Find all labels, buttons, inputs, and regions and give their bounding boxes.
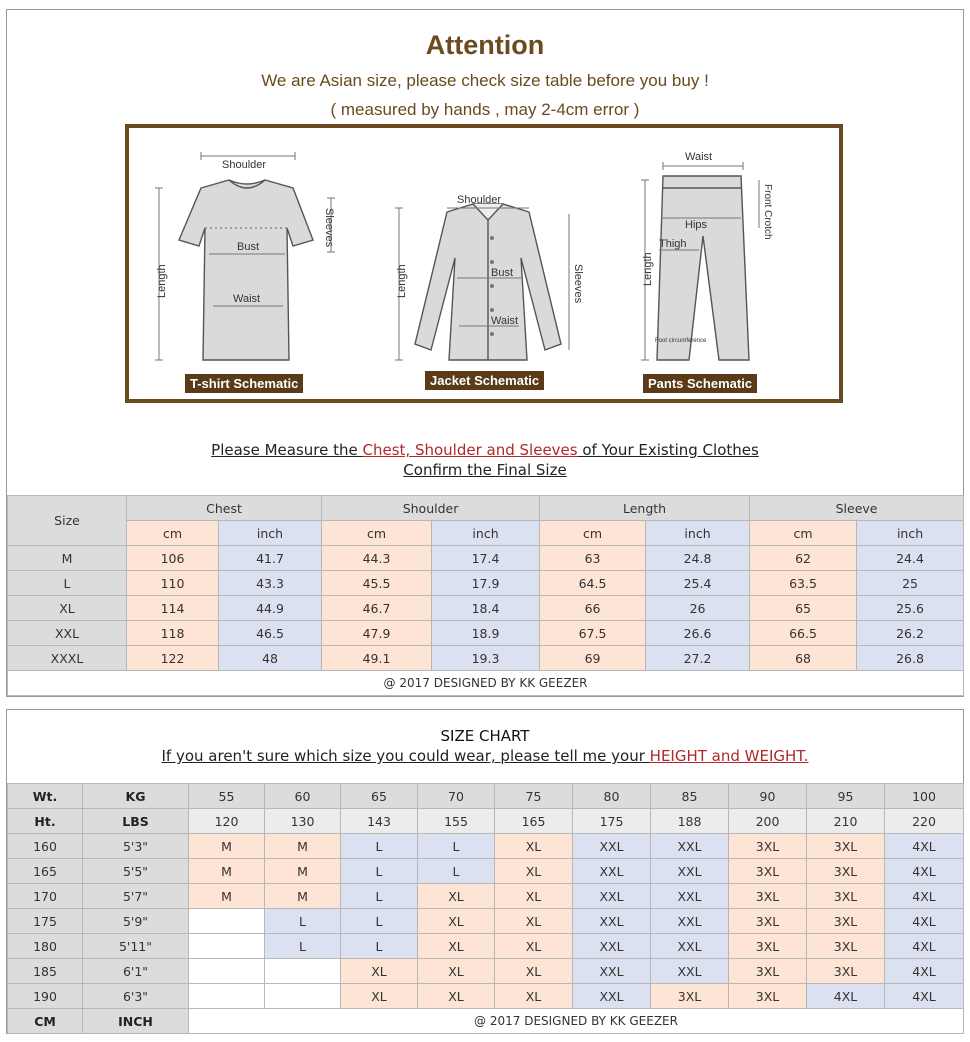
- size-cell: XL: [418, 984, 495, 1009]
- size-cell: [189, 984, 265, 1009]
- table-cell: 44.3: [322, 546, 432, 571]
- table-cell: 114: [127, 596, 219, 621]
- size-cell: 4XL: [885, 984, 964, 1009]
- table-cell: 25.4: [646, 571, 750, 596]
- unit-header-cell: inch: [219, 521, 322, 546]
- pants-waist-label: Waist: [685, 151, 713, 163]
- size-cell: L: [418, 834, 495, 859]
- table-cell: 49.1: [322, 646, 432, 671]
- size-cell: 3XL: [807, 859, 885, 884]
- table-row: [8, 884, 964, 909]
- group-header-cell: Length: [540, 496, 750, 521]
- size-chart-subtitle-suffix: .: [803, 747, 809, 765]
- table-cell: 110: [127, 571, 219, 596]
- size-cell: [189, 909, 265, 934]
- size-chart-panel: [6, 709, 964, 1034]
- size-cell: 3XL: [729, 834, 807, 859]
- table-cell: 43.3: [219, 571, 322, 596]
- table-row: [8, 984, 964, 1009]
- size-label-cell: XXXL: [8, 646, 127, 671]
- size-cell: XL: [341, 959, 418, 984]
- size-cell: XXL: [573, 959, 651, 984]
- size-cell: 3XL: [651, 984, 729, 1009]
- size-cell: 4XL: [885, 834, 964, 859]
- height-cm-cell: 170: [8, 884, 83, 909]
- table-cell: 63: [540, 546, 646, 571]
- height-ft-cell: 5'7": [83, 884, 189, 909]
- height-cm-cell: 180: [8, 934, 83, 959]
- table-cell: 26.2: [857, 621, 964, 646]
- size-cell: XXL: [573, 834, 651, 859]
- size-cell: L: [341, 834, 418, 859]
- pants-hips-label: Hips: [685, 219, 708, 231]
- size-chart-subtitle-highlight: HEIGHT and WEIGHT: [649, 747, 804, 765]
- kg-label-cell: KG: [83, 784, 189, 809]
- schematic-box: [125, 124, 843, 403]
- kg-value-cell: 90: [729, 784, 807, 809]
- size-cell: XL: [418, 934, 495, 959]
- size-cell: 3XL: [729, 984, 807, 1009]
- attention-title: Attention: [425, 30, 545, 60]
- size-cell: [265, 959, 341, 984]
- size-cell: XXL: [651, 959, 729, 984]
- lbs-value-cell: 200: [729, 809, 807, 834]
- table-row: [8, 621, 964, 646]
- size-cell: [189, 934, 265, 959]
- size-label-cell: L: [8, 571, 127, 596]
- unit-header-cell: cm: [540, 521, 646, 546]
- kg-value-cell: 75: [495, 784, 573, 809]
- size-cell: XL: [495, 859, 573, 884]
- size-label-cell: M: [8, 546, 127, 571]
- group-header-cell: Shoulder: [322, 496, 540, 521]
- table-cell: 26.8: [857, 646, 964, 671]
- measure-prefix: Please Measure the: [211, 441, 363, 459]
- unit-header-cell: cm: [322, 521, 432, 546]
- table-cell: 17.9: [432, 571, 540, 596]
- height-cm-cell: 165: [8, 859, 83, 884]
- height-cm-cell: 160: [8, 834, 83, 859]
- size-cell: 3XL: [807, 834, 885, 859]
- table-cell: 25: [857, 571, 964, 596]
- size-cell: 3XL: [729, 909, 807, 934]
- chart-lbs-row: [8, 809, 964, 834]
- size-cell: 3XL: [807, 884, 885, 909]
- tshirt-bust-label: Bust: [237, 241, 260, 253]
- attention-note: ( measured by hands , may 2-4cm error ): [330, 100, 640, 119]
- measure-instruction-line2: [7, 461, 963, 479]
- jacket-schematic-label: Jacket Schematic: [425, 371, 544, 390]
- lbs-value-cell: 120: [189, 809, 265, 834]
- group-header-cell: Sleeve: [750, 496, 964, 521]
- size-cell: XXL: [573, 909, 651, 934]
- table-cell: 18.4: [432, 596, 540, 621]
- measure-suffix: of Your Existing Clothes: [577, 441, 759, 459]
- height-ft-cell: 5'11": [83, 934, 189, 959]
- size-cell: 4XL: [807, 984, 885, 1009]
- size-cell: XXL: [651, 859, 729, 884]
- size-cell: XL: [495, 959, 573, 984]
- size-cell: M: [265, 859, 341, 884]
- height-cm-cell: 175: [8, 909, 83, 934]
- pants-foot-label: Foot circumference: [655, 338, 707, 344]
- lbs-value-cell: 165: [495, 809, 573, 834]
- table-row: [8, 959, 964, 984]
- unit-header-cell: cm: [750, 521, 857, 546]
- size-cell: XL: [418, 959, 495, 984]
- table-cell: 67.5: [540, 621, 646, 646]
- size-cell: XL: [341, 984, 418, 1009]
- size-label-cell: XL: [8, 596, 127, 621]
- cm-label-cell: CM: [8, 1009, 83, 1034]
- jacket-bust-label: Bust: [491, 267, 514, 279]
- kg-value-cell: 85: [651, 784, 729, 809]
- ht-label-cell: Ht.: [8, 809, 83, 834]
- height-ft-cell: 5'3": [83, 834, 189, 859]
- size-cell: XXL: [651, 834, 729, 859]
- size-table-group-row: [8, 496, 964, 521]
- size-cell: L: [341, 934, 418, 959]
- height-ft-cell: 5'5": [83, 859, 189, 884]
- size-cell: 4XL: [885, 884, 964, 909]
- tshirt-illustration: [179, 180, 313, 360]
- table-cell: 68: [750, 646, 857, 671]
- unit-header-cell: inch: [432, 521, 540, 546]
- lbs-value-cell: 210: [807, 809, 885, 834]
- measure-highlight: Chest, Shoulder and Sleeves: [362, 441, 578, 459]
- size-chart-footer: @ 2017 DESIGNED BY KK GEEZER: [189, 1009, 964, 1034]
- size-cell: 3XL: [807, 909, 885, 934]
- wt-label-cell: Wt.: [8, 784, 83, 809]
- size-cell: XXL: [651, 934, 729, 959]
- jacket-illustration: [415, 204, 561, 360]
- size-header-cell: Size: [8, 496, 127, 546]
- size-cell: M: [189, 859, 265, 884]
- table-row: [8, 934, 964, 959]
- size-chart-subtitle-prefix: If you aren't sure which size you could wear, please tell me your: [161, 747, 650, 765]
- height-ft-cell: 6'3": [83, 984, 189, 1009]
- size-chart-subtitle: [7, 747, 963, 765]
- size-table-unit-row: [8, 521, 964, 546]
- kg-value-cell: 70: [418, 784, 495, 809]
- table-cell: 41.7: [219, 546, 322, 571]
- size-cell: [189, 959, 265, 984]
- size-cell: 3XL: [807, 934, 885, 959]
- table-cell: 66: [540, 596, 646, 621]
- table-row: [8, 571, 964, 596]
- table-cell: 25.6: [857, 596, 964, 621]
- size-cell: XL: [418, 884, 495, 909]
- size-table-footer-row: [8, 671, 964, 696]
- tshirt-length-label: Length: [156, 264, 168, 298]
- kg-value-cell: 100: [885, 784, 964, 809]
- table-cell: 65: [750, 596, 857, 621]
- table-cell: 24.8: [646, 546, 750, 571]
- size-cell: 3XL: [729, 859, 807, 884]
- height-ft-cell: 5'9": [83, 909, 189, 934]
- confirm-final-size: Confirm the Final Size: [403, 461, 567, 479]
- unit-header-cell: inch: [857, 521, 964, 546]
- table-cell: 46.5: [219, 621, 322, 646]
- table-cell: 45.5: [322, 571, 432, 596]
- pants-schematic-label: Pants Schematic: [643, 374, 757, 393]
- table-cell: 47.9: [322, 621, 432, 646]
- table-cell: 26.6: [646, 621, 750, 646]
- table-row: [8, 834, 964, 859]
- group-header-cell: Chest: [127, 496, 322, 521]
- kg-value-cell: 60: [265, 784, 341, 809]
- size-cell: XL: [495, 884, 573, 909]
- table-row: [8, 909, 964, 934]
- table-cell: 122: [127, 646, 219, 671]
- table-row: [8, 859, 964, 884]
- size-cell: 3XL: [807, 959, 885, 984]
- size-cell: [265, 984, 341, 1009]
- size-cell: 4XL: [885, 909, 964, 934]
- lbs-value-cell: 143: [341, 809, 418, 834]
- height-cm-cell: 190: [8, 984, 83, 1009]
- table-cell: 118: [127, 621, 219, 646]
- pants-front-crotch-label: Front Crotch: [762, 184, 773, 240]
- tshirt-shoulder-label: Shoulder: [222, 159, 267, 171]
- height-weight-size-chart: [7, 783, 964, 1034]
- lbs-value-cell: 175: [573, 809, 651, 834]
- table-cell: 66.5: [750, 621, 857, 646]
- unit-header-cell: inch: [646, 521, 750, 546]
- size-cell: M: [189, 834, 265, 859]
- kg-value-cell: 55: [189, 784, 265, 809]
- lbs-value-cell: 155: [418, 809, 495, 834]
- tshirt-waist-label: Waist: [233, 293, 261, 305]
- table-cell: 18.9: [432, 621, 540, 646]
- table-cell: 69: [540, 646, 646, 671]
- schematic-illustrations: [129, 128, 839, 399]
- size-cell: M: [189, 884, 265, 909]
- kg-value-cell: 80: [573, 784, 651, 809]
- size-cell: XXL: [651, 909, 729, 934]
- table-cell: 64.5: [540, 571, 646, 596]
- jacket-shoulder-label: Shoulder: [457, 194, 502, 206]
- kg-value-cell: 95: [807, 784, 885, 809]
- table-cell: 19.3: [432, 646, 540, 671]
- table-cell: 106: [127, 546, 219, 571]
- size-cell: L: [265, 909, 341, 934]
- size-info-panel: [6, 9, 964, 697]
- jacket-sleeves-label: Sleeves: [572, 264, 584, 304]
- size-cell: XXL: [573, 984, 651, 1009]
- size-cell: 4XL: [885, 959, 964, 984]
- size-table-footer: @ 2017 DESIGNED BY KK GEEZER: [8, 671, 964, 696]
- size-cell: XL: [418, 909, 495, 934]
- table-cell: 17.4: [432, 546, 540, 571]
- table-cell: 26: [646, 596, 750, 621]
- size-label-cell: XXL: [8, 621, 127, 646]
- table-cell: 46.7: [322, 596, 432, 621]
- size-cell: XXL: [573, 859, 651, 884]
- size-cell: XXL: [651, 884, 729, 909]
- table-cell: 44.9: [219, 596, 322, 621]
- size-cell: M: [265, 884, 341, 909]
- size-cell: 3XL: [729, 959, 807, 984]
- lbs-value-cell: 188: [651, 809, 729, 834]
- jacket-waist-label: Waist: [491, 315, 519, 327]
- pants-length-label: Length: [642, 252, 654, 286]
- height-ft-cell: 6'1": [83, 959, 189, 984]
- tshirt-sleeves-label: Sleeves: [323, 208, 335, 248]
- chart-footer-row: [8, 1009, 964, 1034]
- inch-label-cell: INCH: [83, 1009, 189, 1034]
- table-cell: 27.2: [646, 646, 750, 671]
- table-row: [8, 546, 964, 571]
- kg-value-cell: 65: [341, 784, 418, 809]
- chart-weight-row: [8, 784, 964, 809]
- size-cell: XL: [495, 909, 573, 934]
- size-cell: L: [341, 859, 418, 884]
- size-cell: XXL: [573, 934, 651, 959]
- lbs-value-cell: 220: [885, 809, 964, 834]
- table-cell: 62: [750, 546, 857, 571]
- tshirt-schematic-label: T-shirt Schematic: [185, 374, 303, 393]
- size-cell: XL: [495, 984, 573, 1009]
- table-cell: 24.4: [857, 546, 964, 571]
- size-cell: L: [418, 859, 495, 884]
- measure-instruction-line1: [7, 441, 963, 459]
- table-row: [8, 596, 964, 621]
- table-cell: 48: [219, 646, 322, 671]
- size-cell: XL: [495, 934, 573, 959]
- height-cm-cell: 185: [8, 959, 83, 984]
- size-cell: XXL: [573, 884, 651, 909]
- size-cell: 3XL: [729, 934, 807, 959]
- attention-subtitle: We are Asian size, please check size table before you buy !: [261, 71, 709, 90]
- lbs-label-cell: LBS: [83, 809, 189, 834]
- jacket-length-label: Length: [396, 264, 408, 298]
- size-chart-title: SIZE CHART: [440, 727, 530, 745]
- size-measurement-table: [7, 495, 964, 696]
- size-cell: XL: [495, 834, 573, 859]
- table-row: [8, 646, 964, 671]
- lbs-value-cell: 130: [265, 809, 341, 834]
- pants-thigh-label: Thigh: [659, 238, 687, 250]
- table-cell: 63.5: [750, 571, 857, 596]
- unit-header-cell: cm: [127, 521, 219, 546]
- size-cell: L: [265, 934, 341, 959]
- size-cell: L: [341, 909, 418, 934]
- size-cell: M: [265, 834, 341, 859]
- size-cell: L: [341, 884, 418, 909]
- size-cell: 3XL: [729, 884, 807, 909]
- size-cell: 4XL: [885, 934, 964, 959]
- pants-illustration: [657, 176, 749, 360]
- size-cell: 4XL: [885, 859, 964, 884]
